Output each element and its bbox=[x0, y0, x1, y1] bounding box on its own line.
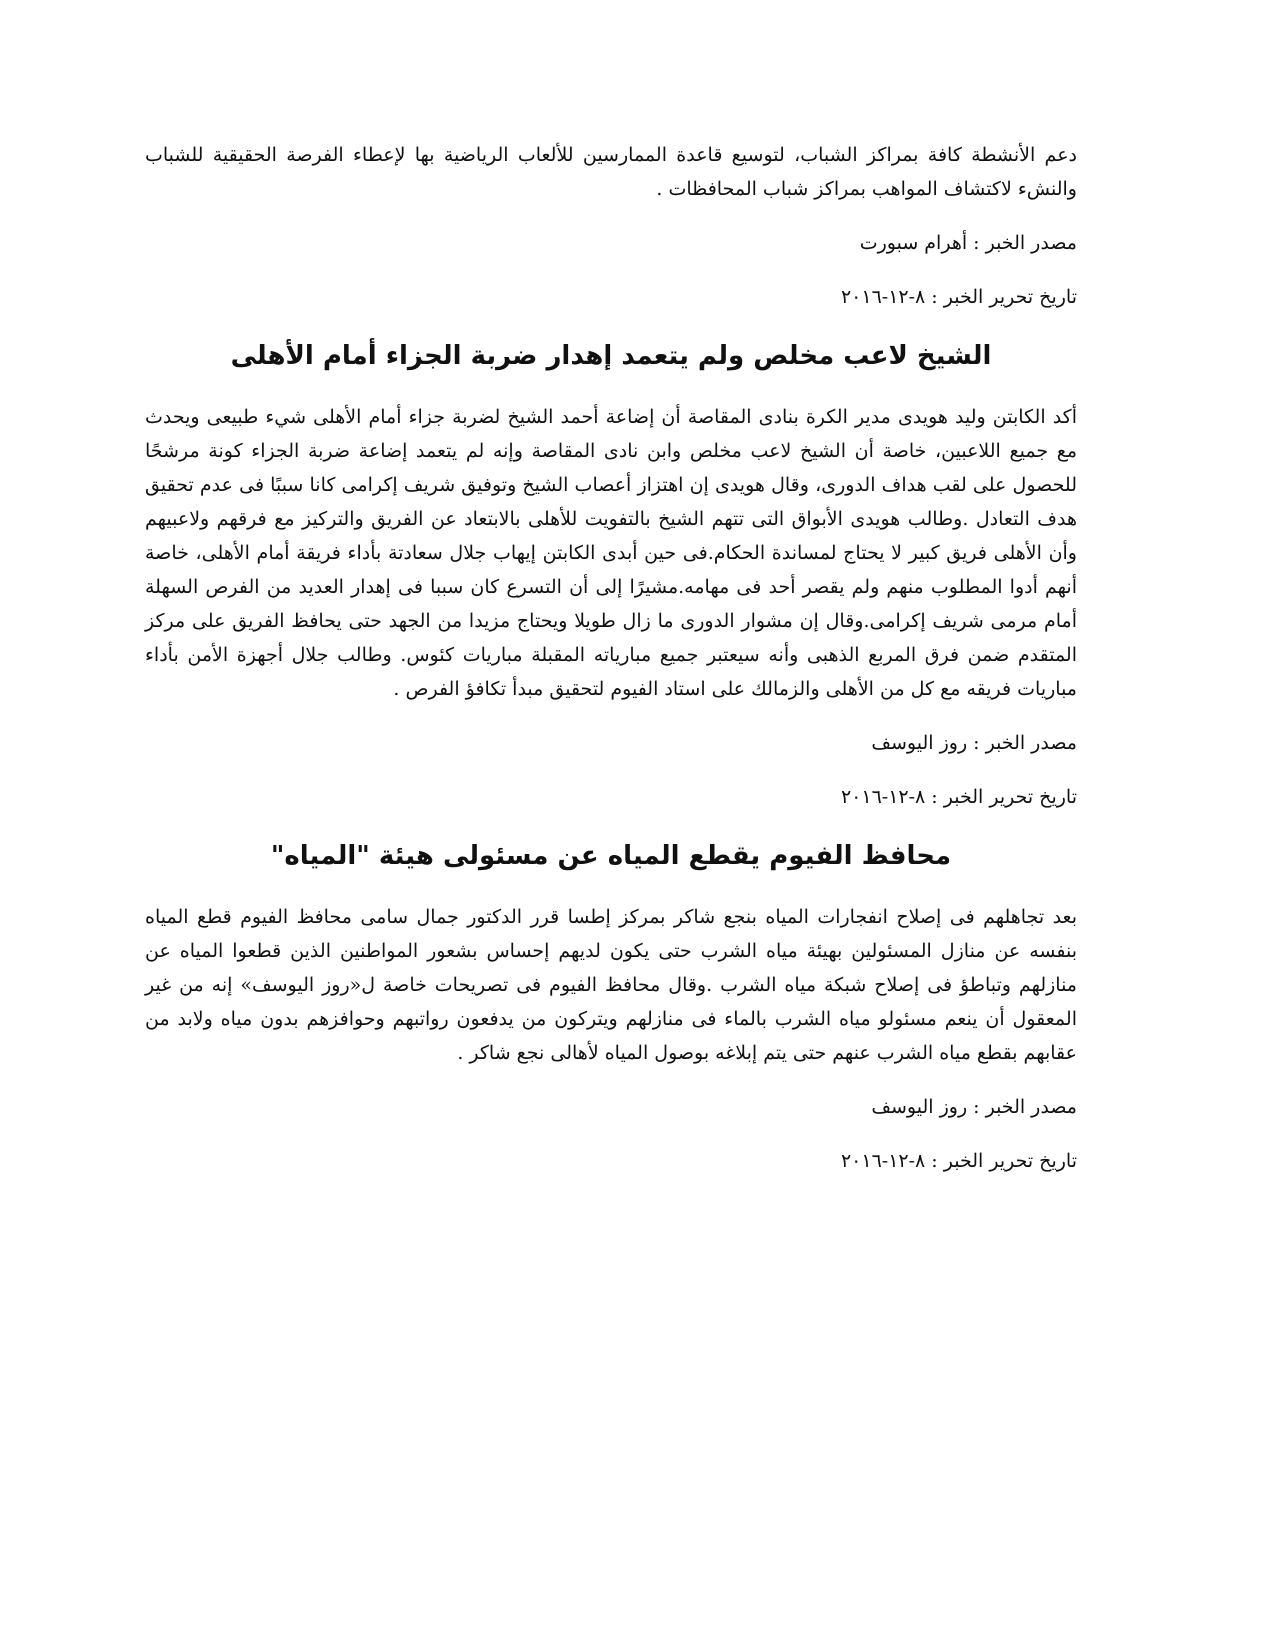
intro-date: تاريخ تحرير الخبر : ٨-١٢-٢٠١٦ bbox=[840, 286, 1077, 308]
article-1-body: أكد الكابتن وليد هويدى مدير الكرة بنادى المقاصة أن إضاعة أحمد الشيخ لضربة جزاء أمام الأهلى شيء طبيعى ويحدث مع جميع اللاعبين، خاصة أن الشيخ لاعب مخلص وابن نادى المقاصة وإنه لم يتعمد إضاعة ضربة الجزاء كونة مرشحًا للحصول على لقب هداف الدورى، وقال هويدى إن اهتزاز أعصاب الشيخ وتوفيق شريف إكرامى كانا سببًا فى عدم تحقيق هدف التعادل .وطالب هويدى الأبواق التى تتهم الشيخ بالتفويت للأهلى بالابتعاد عن الفريق والتركيز مع فرقهم ولاعبيهم وأن الأهلى فريق كبير لا يحتاج لمساندة الحكام.فى حين أبدى الكابتن إيهاب جلال سعادتة بأداء فريقة أمام الأهلى، خاصة أنهم أدوا المطلوب منهم ولم يقصر أحد فى مهامه.مشيرًا إلى أن التسرع كان سببا فى إهدار العديد من الفرص السهلة أمام مرمى شريف إكرامى.وقال إن مشوار الدورى ما زال طويلا ويحتاج مزيدا من الجهد حتى يحافظ الفريق على مركز المتقدم ضمن فرق المربع الذهبى وأنه سيعتبر جميع مبارياته المقبلة مباريات كئوس. وطالب جلال أجهزة الأمن بأداء مباريات فريقه مع كل من الأهلى والزمالك على استاد الفيوم لتحقيق مبدأ تكافؤ الفرص . bbox=[145, 406, 1077, 700]
article-2-headline: محافظ الفيوم يقطع المياه عن مسئولى هيئة "المياه" bbox=[270, 841, 952, 871]
article-2-date: تاريخ تحرير الخبر : ٨-١٢-٢٠١٦ bbox=[840, 1150, 1077, 1172]
document-content bbox=[145, 138, 1077, 1178]
intro-paragraph: دعم الأنشطة كافة بمراكز الشباب، لتوسيع قاعدة الممارسين للألعاب الرياضية بها لإعطاء الفرصة الحقيقية للشباب والنشء لاكتشاف المواهب بمراكز شباب المحافظات . bbox=[145, 144, 1077, 200]
article-2-source: مصدر الخبر : روز اليوسف bbox=[871, 1096, 1077, 1118]
intro-source: مصدر الخبر : أهرام سبورت bbox=[859, 232, 1077, 254]
article-1-headline: الشيخ لاعب مخلص ولم يتعمد إهدار ضربة الجزاء أمام الأهلى bbox=[230, 341, 992, 371]
article-2-body: بعد تجاهلهم فى إصلاح انفجارات المياه بنجع شاكر بمركز إطسا قرر الدكتور جمال سامى محافظ الفيوم قطع المياه بنفسه عن منازل المسئولين بهيئة مياه الشرب حتى يكون لديهم إحساس بشعور المواطنين الذين قطعوا المياه عن منازلهم وتباطؤ فى إصلاح شبكة مياه الشرب .وقال محافظ الفيوم فى تصريحات خاصة ل«روز اليوسف» إنه من غير المعقول أن ينعم مسئولو مياه الشرب بالماء فى منازلهم ويتركون من يدفعون رواتبهم وحوافزهم بدون مياه ولابد من عقابهم بقطع مياه الشرب عنهم حتى يتم إبلاغه بوصول المياه لأهالى نجع شاكر . bbox=[145, 906, 1077, 1064]
article-1-source: مصدر الخبر : روز اليوسف bbox=[871, 732, 1077, 754]
article-1-date: تاريخ تحرير الخبر : ٨-١٢-٢٠١٦ bbox=[840, 786, 1077, 808]
